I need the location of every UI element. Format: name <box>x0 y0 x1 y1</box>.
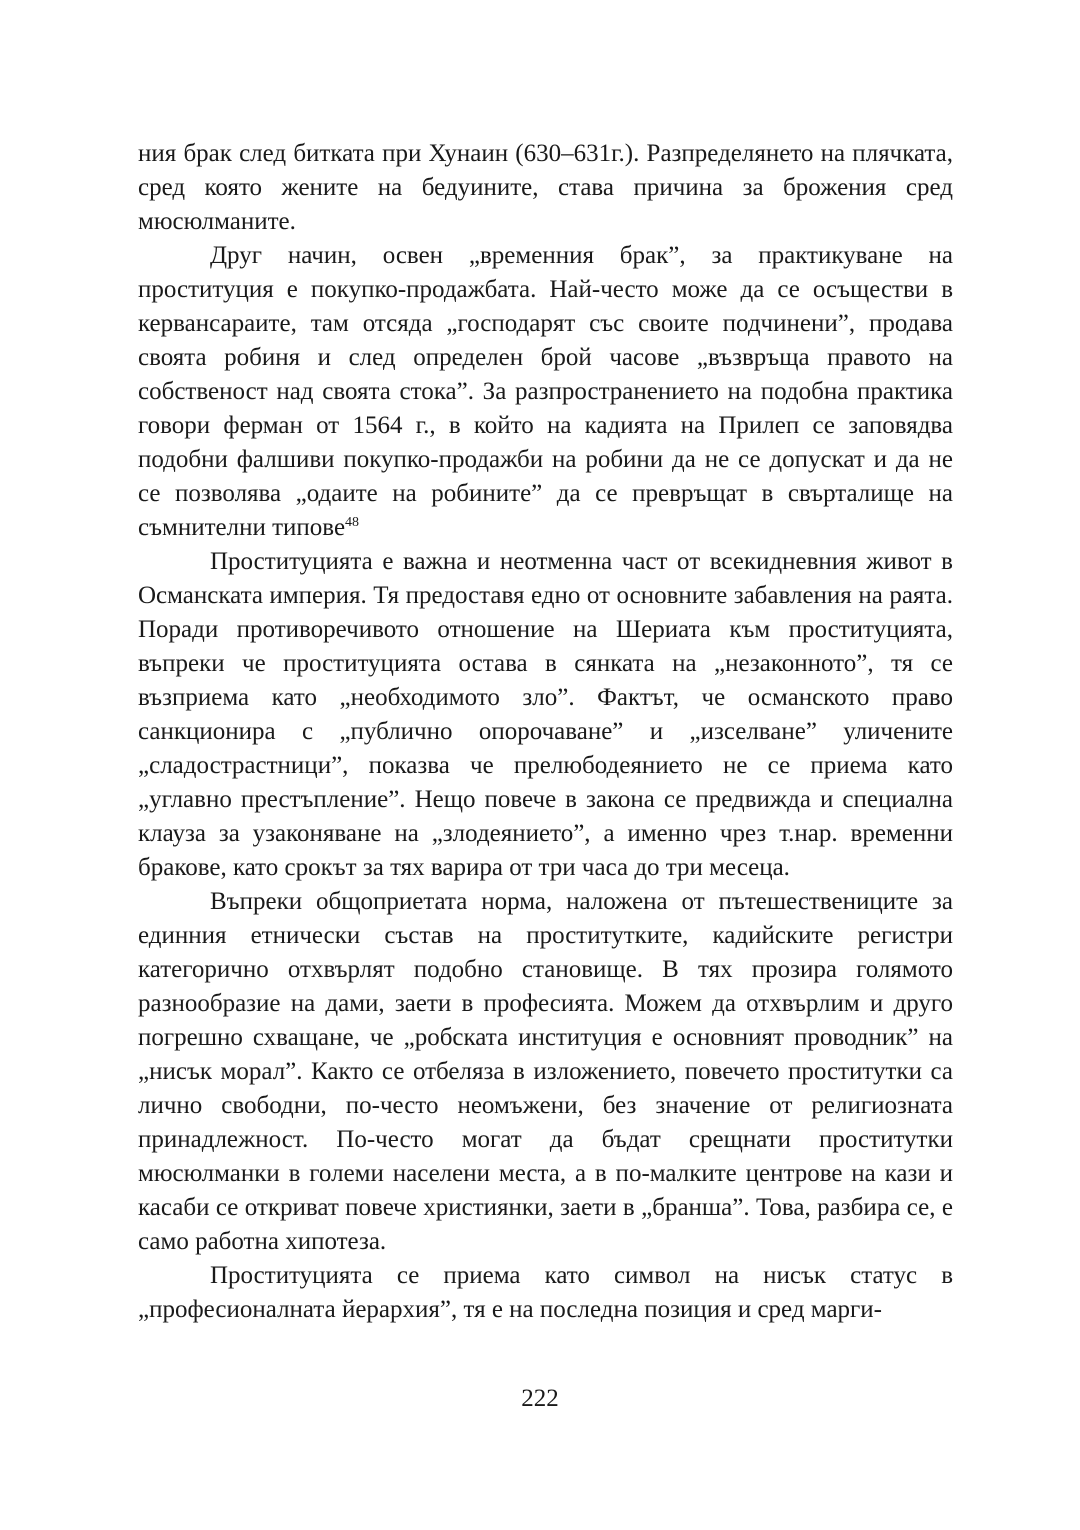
paragraph-3 <box>138 545 953 885</box>
page-body <box>138 137 953 1327</box>
paragraph-5-text: Проституцията се приема като символ на нисък статус в „професионалната йерархия”, тя е на последна позиция и сред марги- <box>138 1262 953 1323</box>
paragraph-5 <box>138 1259 953 1327</box>
paragraph-4 <box>138 885 953 1259</box>
paragraph-1-text: ния брак след битката при Хунаин (630–631г.). Разпределянето на плячката, сред която жените на бедуините, става причина за брожения сред мюсюлманите. <box>138 140 953 235</box>
paragraph-2-text: Друг начин, освен „временния брак”, за практикуване на проституция е покупко-продажбата. Най-често може да се осъществи в кервансараите, там отсяда „господарят със своите подчинени”, продава своята робиня и след определен брой часове „възвръща правото на собственост над своята стока”. За разпространението на подобна практика говори ферман от 1564 г., в който на кадията на Прилеп се заповядва подобни фалшиви покупко-продажби на робини да не се допускат и да не се позволява „одаите на робините” да се превръщат в свърталище на съмнителни типове <box>138 242 953 541</box>
page-number: 222 <box>521 1385 559 1412</box>
paragraph-1 <box>138 137 953 239</box>
paragraph-2 <box>138 239 953 545</box>
footnote-reference-48[interactable]: 48 <box>345 515 360 530</box>
paragraph-3-text: Проституцията е важна и неотменна част от всекидневния живот в Османската империя. Тя предоставя едно от основните забавления на раята. Поради противоречивото отношение на Шериата към проституцията, въпреки че проституцията остава в сянката на „незаконното”, тя се възприема като „необходимото зло”. Фактът, че османското право санкционира с „публично опорочаване” и „изселване” уличените „сладострастници”, показва че прелюбодеянието не се приема като „углавно престъпление”. Нещо повече в закона се предвижда и специална клауза за узаконяване на „злодеянието”, а именно чрез т.нар. временни бракове, като срокът за тях варира от три часа до три месеца. <box>138 548 953 881</box>
paragraph-4-text: Въпреки общоприетата норма, наложена от пътешествениците за единния етнически състав на проститутките, кадийските регистри категорично отхвърлят подобно становище. В тях прозира голямото разнообразие на дами, заети в професията. Можем да отхвърлим и друго погрешно схващане, че „робската институция е основният проводник” на „нисък морал”. Както се отбеляза в изложението, повечето проститутки са лично свободни, по-често неомъжени, без значение от религиозната принадлежност. По-често могат да бъдат срещнати проститутки мюсюлманки в големи населени места, а в по-малките центрове на кази и касаби се откриват повече християнки, заети в „бранша”. Това, разбира се, е само работна хипотеза. <box>138 888 953 1255</box>
